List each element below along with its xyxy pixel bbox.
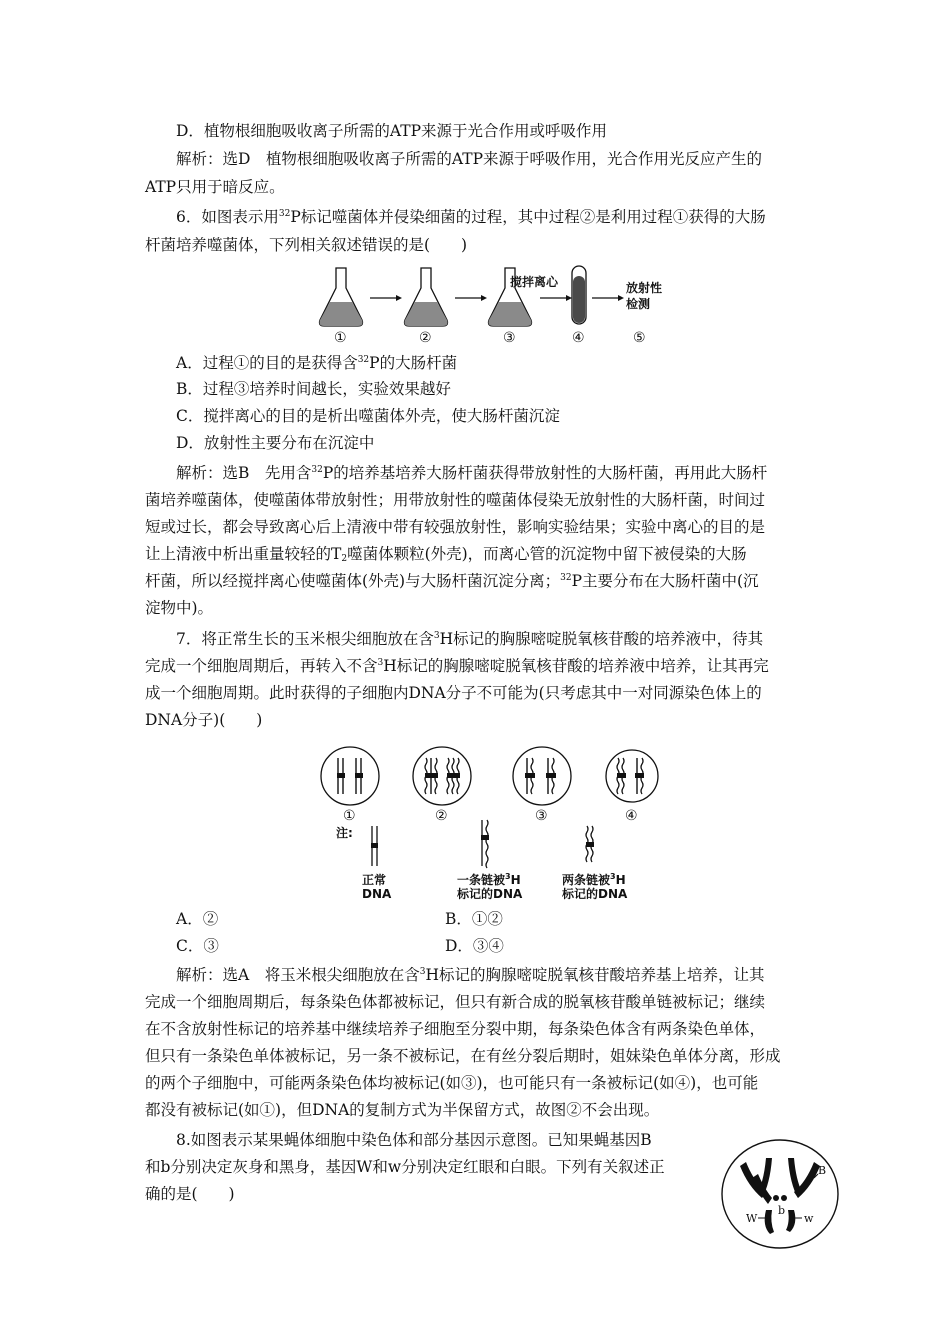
question-7-option-c: C．③ xyxy=(176,937,219,955)
one-strand-label-1: 一条链被$^3$H xyxy=(457,872,521,887)
question-7-line-3: 成一个细胞周期。此时获得的子细胞内DNA分子不可能为(只考虑其中一对同源染色体上的 xyxy=(145,684,762,702)
answer-7-line-1: 解析：选A 将玉米根尖细胞放在含$^3$H标记的胸腺嘧啶脱氧核苷酸培养基上培养，让其 xyxy=(176,966,765,984)
question-6-line-1: 6．如图表示用$^{32}$P标记噬菌体并侵染细菌的过程，其中过程②是利用过程①获得的大肠 xyxy=(176,208,766,226)
legend-normal-dna xyxy=(371,826,378,866)
one-strand-label-2: 标记的DNA xyxy=(457,887,523,900)
two-strands-label-1: 两条链被$^3$H xyxy=(562,872,626,887)
step-5-number: ⑤ xyxy=(633,330,646,346)
question-6-option-d: D．放射性主要分布在沉淀中 xyxy=(176,434,375,452)
answer-7-line-2: 完成一个细胞周期后，每条染色体都被标记，但只有新合成的脱氧核苷酸单链被标记；继续 xyxy=(145,993,766,1011)
normal-dna-label-1: 正常 xyxy=(362,873,387,887)
gene-w-label: w xyxy=(804,1212,814,1225)
centrifuge-tube xyxy=(572,266,586,324)
gene-W-label: W xyxy=(746,1212,758,1225)
gene-b-label: b xyxy=(778,1204,786,1217)
question-6-option-c: C．搅拌离心的目的是析出噬菌体外壳，使大肠杆菌沉淀 xyxy=(176,407,560,425)
answer-6-line-2: 菌培养噬菌体，使噬菌体带放射性；用带放射性的噬菌体侵染无放射性的大肠杆菌，时间过 xyxy=(145,491,766,509)
question-8-line-1: 8.如图表示某果蝇体细胞中染色体和部分基因示意图。已知果蝇基因B xyxy=(176,1131,652,1149)
answer-6-line-6: 淀物中)。 xyxy=(145,599,214,617)
question-8-line-3: 确的是( ) xyxy=(145,1185,235,1203)
flask-1 xyxy=(320,268,363,326)
question-7-option-a: A．② xyxy=(176,910,219,928)
cell-1 xyxy=(321,747,379,805)
cell-4-number: ④ xyxy=(625,808,638,824)
answer-7-line-6: 都没有被标记(如①)，但DNA的复制方式为半保留方式，故图②不会出现。 xyxy=(145,1101,660,1119)
figure-8-fruit-fly-chromosomes xyxy=(718,1136,842,1252)
normal-dna-label-2: DNA xyxy=(362,887,392,900)
question-8-line-2: 和b分别决定灰身和黑身，基因W和w分别决定红眼和白眼。下列有关叙述正 xyxy=(145,1158,665,1176)
step-2-number: ② xyxy=(419,330,432,346)
cell-2 xyxy=(413,747,471,805)
flask-2 xyxy=(405,268,448,326)
answer-6-line-3: 短或过长，都会导致离心后上清液中带有较强放射性，影响实验结果；实验中离心的目的是 xyxy=(145,518,766,536)
legend-two-strands-labeled xyxy=(586,826,594,862)
question-6-option-b: B．过程③培养时间越长，实验效果越好 xyxy=(176,380,451,398)
answer-5-line-2: ATP只用于暗反应。 xyxy=(145,178,285,196)
answer-6-line-4: 让上清液中析出重量较轻的$T_2$噬菌体颗粒(外壳)，而离心管的沉淀物中留下被侵染的大肠 xyxy=(145,545,747,564)
cell-2-number: ② xyxy=(435,808,448,824)
question-5-option-d: D．植物根细胞吸收离子所需的ATP来源于光合作用或呼吸作用 xyxy=(176,122,608,140)
question-6-option-a: A．过程①的目的是获得含$^{32}$P的大肠杆菌 xyxy=(176,354,458,372)
cell-4 xyxy=(606,750,658,802)
answer-7-line-5: 的两个子细胞中，可能两条染色体均被标记(如③)，也可能只有一条被标记(如④)，也可能 xyxy=(145,1074,759,1092)
question-7-option-b: B．①② xyxy=(445,910,503,928)
cell-3-number: ③ xyxy=(535,808,548,824)
gene-B-label: B xyxy=(818,1164,827,1177)
answer-5-line-1: 解析：选D 植物根细胞吸收离子所需的ATP来源于呼吸作用，光合作用光反应产生的 xyxy=(176,150,763,168)
figure-6-phage-experiment xyxy=(318,262,678,346)
step-1-number: ① xyxy=(334,330,347,346)
cell-1-number: ① xyxy=(343,808,356,824)
answer-6-line-5: 杆菌，所以经搅拌离心使噬菌体(外壳)与大肠杆菌沉淀分离；$^{32}$P主要分布在大肠杆菌中(沉 xyxy=(145,572,759,590)
question-7-line-4: DNA分子)( ) xyxy=(145,711,263,729)
question-7-line-1: 7．将正常生长的玉米根尖细胞放在含$^3$H标记的胸腺嘧啶脱氧核苷酸的培养液中，待其 xyxy=(176,630,764,648)
note-label: 注: xyxy=(336,826,353,840)
question-6-line-2: 杆菌培养噬菌体，下列相关叙述错误的是( ) xyxy=(145,236,468,254)
figure-7-dna-labeling xyxy=(310,740,660,900)
legend-one-strand-labeled xyxy=(481,820,489,868)
radioactivity-label: 放射性 xyxy=(626,281,663,295)
answer-7-line-4: 但只有一条染色单体被标记，另一条不被标记，在有丝分裂后期时，姐妹染色单体分离，形成 xyxy=(145,1047,781,1065)
answer-7-line-3: 在不含放射性标记的培养基中继续培养子细胞至分裂中期，每条染色体含有两条染色单体， xyxy=(145,1020,766,1038)
step-3-number: ③ xyxy=(503,330,516,346)
step-4-number: ④ xyxy=(572,330,585,346)
stir-centrifuge-label: 搅拌离心 xyxy=(510,275,559,289)
detection-label: 检测 xyxy=(626,297,651,311)
question-7-option-d: D．③④ xyxy=(445,937,504,955)
two-strands-label-2: 标记的DNA xyxy=(562,887,628,900)
cell-3 xyxy=(513,747,571,805)
answer-6-line-1: 解析：选B 先用含$^{32}$P的培养基培养大肠杆菌获得带放射性的大肠杆菌，再用此大肠杆 xyxy=(176,464,768,482)
question-7-line-2: 完成一个细胞周期后，再转入不含$^3$H标记的胸腺嘧啶脱氧核苷酸的培养液中培养，让其再完 xyxy=(145,657,769,675)
